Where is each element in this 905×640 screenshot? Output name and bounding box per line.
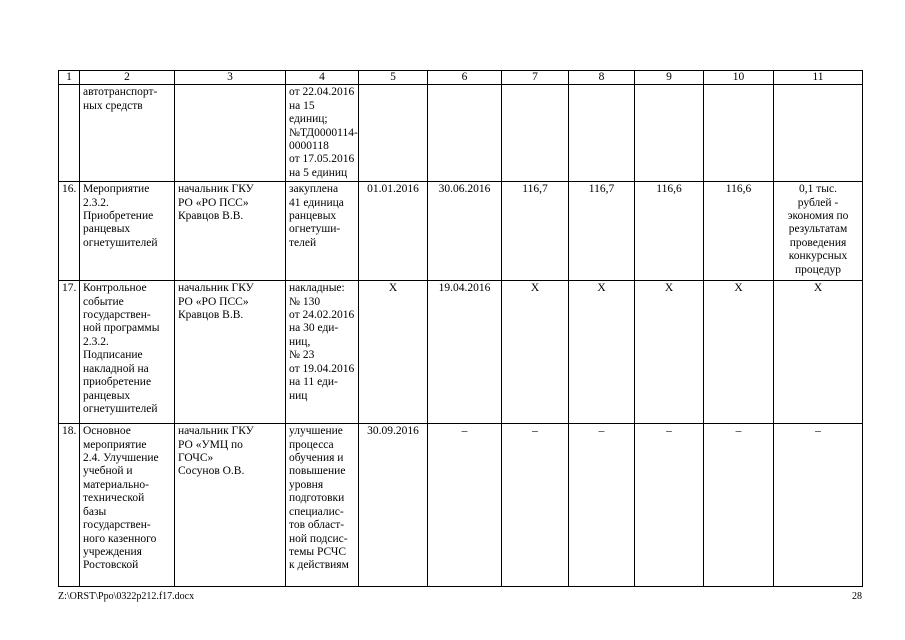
row-number	[59, 85, 80, 182]
plan-date: 01.01.2016	[359, 182, 428, 281]
plan-date	[359, 85, 428, 182]
result-text: от 22.04.2016 на 15 единиц; №ТД0000114- 0000118 от 17.05.2016 на 5 единиц	[286, 85, 359, 182]
report-table	[58, 70, 863, 587]
value-col9	[635, 85, 704, 182]
event-name: автотранспорт- ных средств	[80, 85, 175, 182]
value-col10: Х	[704, 281, 774, 424]
header-cell: 6	[428, 71, 502, 85]
fact-date	[428, 85, 502, 182]
header-cell: 4	[286, 71, 359, 85]
fact-date: 30.06.2016	[428, 182, 502, 281]
header-cell: 10	[704, 71, 774, 85]
value-col7: 116,7	[502, 182, 569, 281]
note-text: Х	[774, 281, 863, 424]
header-cell: 1	[59, 71, 80, 85]
result-text: накладные: № 130 от 24.02.2016 на 30 еди- ниц, № 23 от 19.04.2016 на 11 еди- ниц	[286, 281, 359, 424]
header-cell: 7	[502, 71, 569, 85]
value-col7	[502, 85, 569, 182]
page-number: 28	[852, 591, 862, 602]
header-cell: 5	[359, 71, 428, 85]
note-text: 0,1 тыс. рублей - экономия по результатам проведения конкурсных процедур	[774, 182, 863, 281]
value-col8: Х	[569, 281, 635, 424]
responsible-person	[175, 85, 286, 182]
responsible-person: начальник ГКУ РО «РО ПСС» Кравцов В.В.	[175, 182, 286, 281]
event-name: Мероприятие 2.3.2. Приобретение ранцевых огнетушителей	[80, 182, 175, 281]
value-col9: Х	[635, 281, 704, 424]
fact-date: 19.04.2016	[428, 281, 502, 424]
row-number: 18.	[59, 424, 80, 587]
note-text	[774, 85, 863, 182]
value-col10	[704, 85, 774, 182]
value-col9: 116,6	[635, 182, 704, 281]
event-name: Основное мероприятие 2.4. Улучшение учебной и материально- технической базы государствен- ного казенного учреждения Ростовской	[80, 424, 175, 587]
responsible-person: начальник ГКУ РО «УМЦ по ГОЧС» Сосунов О.В.	[175, 424, 286, 587]
table-row	[59, 85, 863, 182]
table-row	[59, 424, 863, 587]
result-text: улучшение процесса обучения и повышение уровня подготовки специалис- тов област- ной подсис- темы РСЧС к действиям	[286, 424, 359, 587]
value-col8	[569, 85, 635, 182]
value-col9: –	[635, 424, 704, 587]
value-col7: –	[502, 424, 569, 587]
plan-date: 30.09.2016	[359, 424, 428, 587]
event-name: Контрольное событие государствен- ной программы 2.3.2. Подписание накладной на приобретение ранцевых огнетушителей	[80, 281, 175, 424]
header-cell: 3	[175, 71, 286, 85]
file-path: Z:\ORST\Ppo\0322p212.f17.docx	[58, 591, 195, 602]
plan-date: Х	[359, 281, 428, 424]
note-text: –	[774, 424, 863, 587]
header-row	[59, 71, 863, 85]
table-row	[59, 182, 863, 281]
value-col8: 116,7	[569, 182, 635, 281]
header-cell: 9	[635, 71, 704, 85]
value-col7: Х	[502, 281, 569, 424]
value-col10: –	[704, 424, 774, 587]
result-text: закуплена 41 единица ранцевых огнетуши- телей	[286, 182, 359, 281]
header-cell: 11	[774, 71, 863, 85]
value-col10: 116,6	[704, 182, 774, 281]
responsible-person: начальник ГКУ РО «РО ПСС» Кравцов В.В.	[175, 281, 286, 424]
table-row	[59, 281, 863, 424]
row-number: 16.	[59, 182, 80, 281]
fact-date: –	[428, 424, 502, 587]
row-number: 17.	[59, 281, 80, 424]
value-col8: –	[569, 424, 635, 587]
header-cell: 2	[80, 71, 175, 85]
header-cell: 8	[569, 71, 635, 85]
